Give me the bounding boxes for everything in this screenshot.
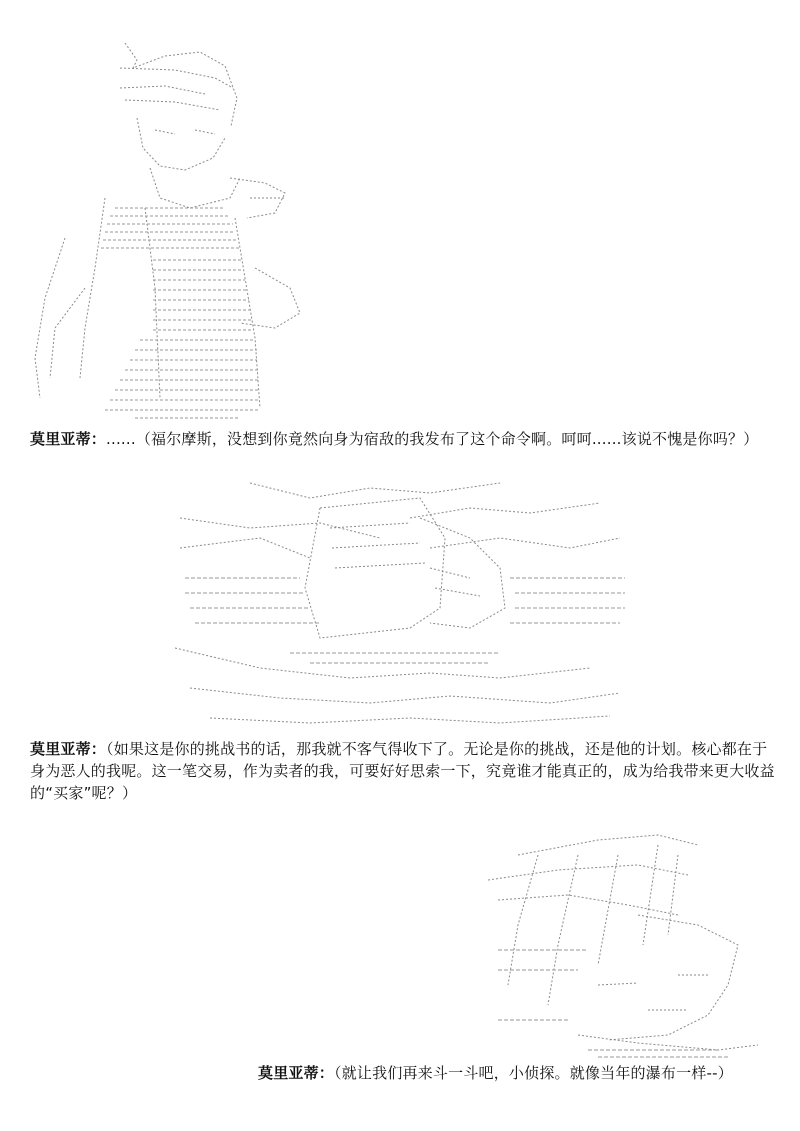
ascii-art-hand-letter-drawing (170, 478, 630, 736)
ascii-art-face-closeup-drawing (478, 825, 768, 1065)
ascii-art-face-closeup (478, 825, 768, 1065)
ascii-art-hand-letter (170, 478, 630, 736)
ascii-art-figure-standing-drawing (25, 38, 305, 423)
dialogue-line (258, 1062, 778, 1084)
speaker-name: 莫里亚蒂： (258, 1064, 335, 1082)
speaker-name: 莫里亚蒂： (30, 740, 107, 758)
dialogue-text: ......（福尔摩斯，没想到你竟然向身为宿敌的我发布了这个命令啊。呵呵......该说不愧是你吗？） (106, 430, 759, 448)
dialogue-line (30, 428, 780, 450)
dialogue-text: （如果这是你的挑战书的话，那我就不客气得收下了。无论是你的挑战，还是他的计划。核心都在于身为恶人的我呢。这一笔交易，作为卖者的我，可要好好思索一下，究竟谁才能真正的，成为给我带来更大收益的“买家”呢？） (30, 740, 775, 802)
ascii-art-figure-standing (25, 38, 305, 423)
dialogue-text: （就让我们再来斗一斗吧，小侦探。就像当年的瀑布一样--） (334, 1064, 733, 1082)
dialogue-line (30, 738, 780, 804)
speaker-name: 莫里亚蒂： (30, 430, 107, 448)
